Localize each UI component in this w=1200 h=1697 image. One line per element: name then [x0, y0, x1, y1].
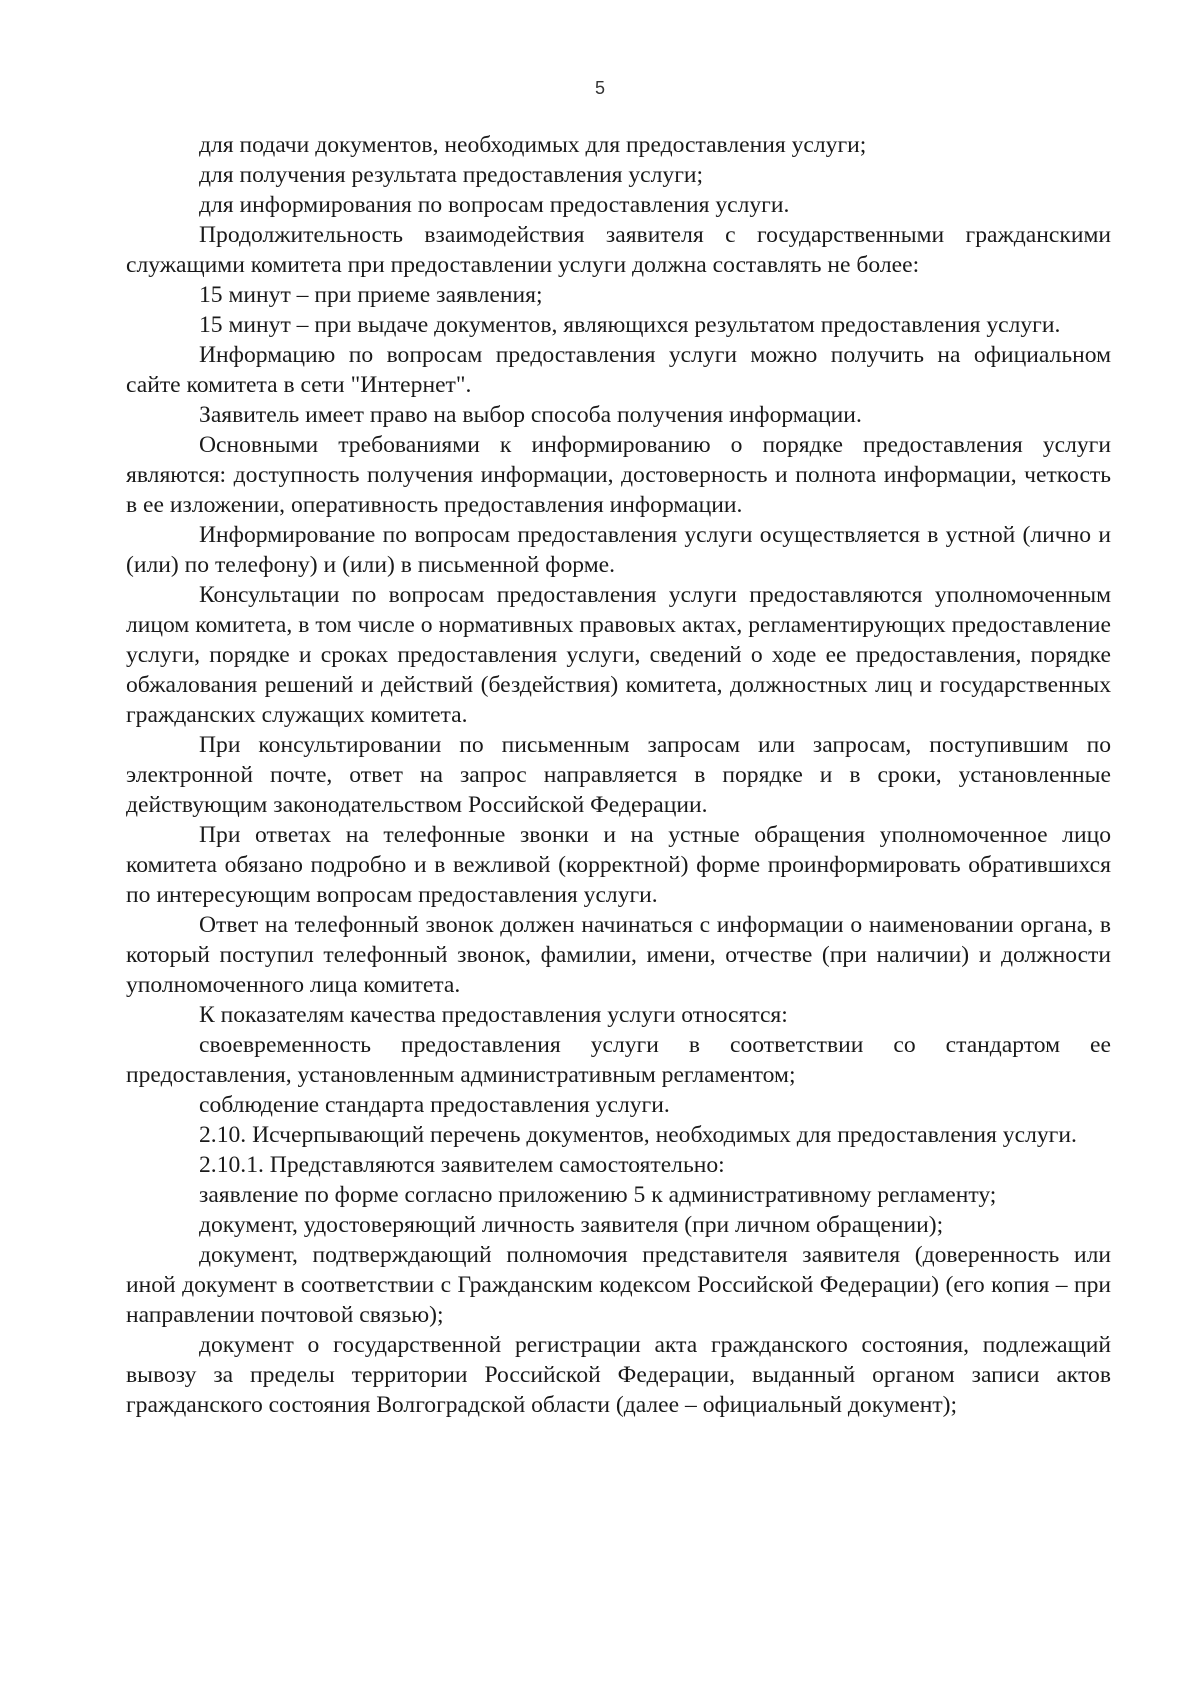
paragraph: для получения результата предоставления услуги; — [199, 162, 704, 188]
paragraph: Основными требованиями к информированию о порядке предоставления услуги являются: доступность получения информации, достоверность и полнота информации, четкость в ее изложении, оперативность предоставления информации. — [126, 432, 1111, 518]
paragraph: Консультации по вопросам предоставления услуги предоставляются уполномоченным лицом комитета, в том числе о нормативных правовых актах, регламентирующих предоставление услуги, порядке и сроках предоставления услуги, сведений о ходе ее предоставления, порядке обжалования решений и действий (бездействия) комитета, должностных лиц и государственных гражданских служащих комитета. — [126, 582, 1111, 728]
paragraph: Ответ на телефонный звонок должен начинаться с информации о наименовании органа, в который поступил телефонный звонок, фамилии, имени, отчестве (при наличии) и должности уполномоченного лица комитета. — [126, 912, 1111, 998]
paragraph: При ответах на телефонные звонки и на устные обращения уполномоченное лицо комитета обязано подробно и в вежливой (корректной) форме проинформировать обратившихся по интересующим вопросам предоставления услуги. — [126, 822, 1111, 908]
paragraph: К показателям качества предоставления услуги относятся: — [199, 1002, 788, 1028]
paragraph: Продолжительность взаимодействия заявителя с государственными гражданскими служащими комитета при предоставлении услуги должна составлять не более: — [126, 222, 1111, 278]
list-item: заявление по форме согласно приложению 5 к административному регламенту; — [199, 1182, 997, 1208]
paragraph: Заявитель имеет право на выбор способа получения информации. — [199, 402, 862, 428]
list-item: документ, удостоверяющий личность заявителя (при личном обращении); — [199, 1212, 944, 1238]
subsection-heading: 2.10.1. Представляются заявителем самостоятельно: — [199, 1152, 725, 1178]
paragraph: 15 минут – при выдаче документов, являющихся результатом предоставления услуги. — [199, 312, 1061, 338]
paragraph: 15 минут – при приеме заявления; — [199, 282, 543, 308]
paragraph: для информирования по вопросам предоставления услуги. — [199, 192, 790, 218]
list-item: документ о государственной регистрации акта гражданского состояния, подлежащий вывозу за пределы территории Российской Федерации, выданный органом записи актов гражданского состояния Волгоградской области (далее – официальный документ); — [126, 1332, 1111, 1418]
paragraph: При консультировании по письменным запросам или запросам, поступившим по электронной почте, ответ на запрос направляется в порядке и в сроки, установленные действующим законодательством Российской Федерации. — [126, 732, 1111, 818]
paragraph: своевременность предоставления услуги в соответствии со стандартом ее предоставления, установленным административным регламентом; — [126, 1032, 1111, 1088]
section-heading: 2.10. Исчерпывающий перечень документов, необходимых для предоставления услуги. — [199, 1122, 1077, 1148]
list-item: документ, подтверждающий полномочия представителя заявителя (доверенность или иной документ в соответствии с Гражданским кодексом Российской Федерации) (его копия – при направлении почтовой связью); — [126, 1242, 1111, 1328]
paragraph: соблюдение стандарта предоставления услуги. — [199, 1092, 670, 1118]
page-number: 5 — [594, 78, 605, 98]
paragraph: для подачи документов, необходимых для предоставления услуги; — [199, 132, 867, 158]
paragraph: Информирование по вопросам предоставления услуги осуществляется в устной (лично и (или) по телефону) и (или) в письменной форме. — [126, 522, 1111, 578]
paragraph: Информацию по вопросам предоставления услуги можно получить на официальном сайте комитета в сети "Интернет". — [126, 342, 1111, 398]
document-body — [126, 130, 1111, 1420]
